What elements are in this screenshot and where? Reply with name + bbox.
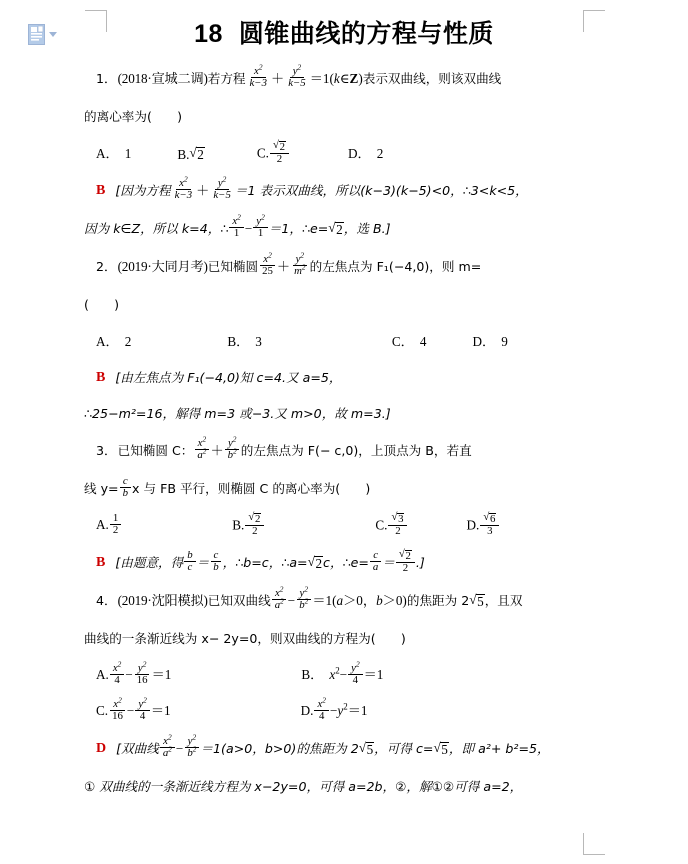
question-1-option-d-label: D．: [347, 146, 371, 162]
question-1-option-a-label: A．: [96, 146, 119, 162]
question-2-stem-line-1: 2． (2019·大同月考) 已知椭圆 $\frac{x^2}{25}$ ＋ $\frac{y^2}{m^2}$ 的左焦点为 F₁(−4,0)，则 m=: [96, 250, 482, 278]
question-2-solution-line-1: [96, 360, 596, 396]
question-3-options: [96, 508, 596, 544]
question-3-fraction-x: $\frac{x^2}{a^2}$: [194, 438, 209, 462]
question-2-stem-line-2: [84, 286, 596, 324]
question-3-option-c-label: C.: [375, 517, 388, 533]
question-4-stem-text-a: 已知双曲线: [207, 592, 271, 608]
question-3-solution-text-e: ＝: [382, 554, 395, 570]
document-body: [84, 60, 596, 806]
question-4-fraction-x: $\frac{x^2}{a^2}$: [272, 588, 287, 612]
question-1-stem-text-a: 若方程: [207, 70, 246, 86]
question-3-option-a[interactable]: A. $\frac{1}{2}$: [96, 514, 122, 538]
question-1-option-c-label: C.: [256, 145, 269, 161]
question-4-stem-text-c: 曲线的一条渐近线为 x− 2y=0，则双曲线的方程为( ): [84, 630, 406, 646]
question-4-solution-text-b: ＝1(a>0，b>0)的焦距为 2: [200, 740, 359, 756]
question-4-option-c-label: C.: [96, 703, 109, 719]
question-3-option-b[interactable]: B. √ $\frac{2}{2}$: [232, 514, 265, 539]
question-4-option-d[interactable]: D. $\frac{x^2}{4}$ $-y^2=1$: [300, 695, 368, 723]
question-2-option-c-label: C．: [391, 334, 414, 350]
question-3-solution-text-b: ＝: [196, 554, 210, 570]
crop-mark-bottom-right: [583, 833, 605, 855]
question-2-solution-line-2: [84, 396, 596, 432]
question-3-stem-text-d: x 与 FB 平行，则椭圆 C 的离心率为( ): [132, 480, 371, 496]
question-1-solution-text-d: ＝1，∴e=: [268, 220, 329, 236]
question-4-fraction-y: $\frac{y^2}{b^2}$: [296, 588, 311, 612]
question-1-options: [96, 136, 596, 172]
question-3-solution-line-1: B [由题意，得 $\frac{b}{c}$ ＝ $\frac{c}{b}$ ，∴b=c，∴a= √ 2 c，∴e= $\frac{c}{a}$ ＝ √ $\frac{2}{2}$ .]: [96, 544, 596, 582]
question-1-answer-letter: B: [96, 183, 106, 198]
question-1-solution-text-b: ＝1 表示双曲线，所以(k−3)(k−5)<0，∴3<k<5，: [234, 182, 528, 198]
question-2-number: 2．: [96, 258, 117, 274]
question-1-stem-text-b: 表示双曲线，: [362, 70, 439, 86]
question-3-answer-letter: B: [96, 555, 106, 570]
question-3-solution-text-d: c，∴e=: [323, 554, 369, 570]
question-4-solution-text-d: ，即 a²+ b²=5，: [448, 740, 550, 756]
question-3-stem-line-2: [84, 470, 596, 508]
question-2-solution-text-b: ∴25−m²=16，解得 m=3 或−3.又 m>0，故 m=3.]: [84, 405, 391, 421]
question-2-option-d[interactable]: D． 9: [472, 334, 508, 350]
question-1-number: 1．: [96, 70, 117, 86]
question-4-option-d-label: D.: [300, 703, 314, 719]
question-2-option-b[interactable]: B． 3: [227, 334, 262, 350]
question-2-stem-text-b: 的左焦点为 F₁(−4,0)，则 m=: [309, 258, 482, 274]
question-4-option-b[interactable]: B． $x^2-$ $\frac{y^2}{4}$ ＝1: [301, 659, 384, 687]
question-2-option-b-label: B．: [227, 334, 250, 350]
question-3-option-a-label: A.: [96, 517, 109, 533]
question-4-solution-line-2: [84, 768, 596, 806]
question-3-stem-text-a: 已知椭圆 C：: [117, 442, 194, 458]
question-4-solution-text-a: [双曲线: [116, 740, 159, 756]
question-4-option-b-label: B．: [301, 667, 324, 683]
question-1-stem-line-2: [84, 98, 596, 136]
question-3-option-d-label: D.: [466, 517, 480, 533]
question-1-solution-text-c: 因为 k∈Z，所以 k=4，∴: [84, 220, 229, 236]
question-1-solution-line-1: B [因为方程 $\frac{x^2}{k-3}$ ＋ $\frac{y^2}{k-5}$ ＝1 表示双曲线，所以(k−3)(k−5)<0，∴3<k<5，: [96, 174, 528, 202]
question-1-option-d[interactable]: D． 2: [347, 146, 384, 162]
question-4-solution-text-c: ，可得 c=: [374, 740, 434, 756]
question-2-option-d-label: D．: [472, 334, 496, 350]
question-4-option-c[interactable]: C. $\frac{x^2}{16}$ − $\frac{y^2}{4}$ ＝1: [96, 695, 171, 723]
question-4-answer-letter: D: [96, 741, 107, 756]
question-1-option-c[interactable]: C. √ $\frac{2}{2}$: [257, 142, 290, 167]
page-title-number: 18: [194, 20, 223, 48]
question-2-stem-text-a: 已知椭圆: [207, 258, 259, 274]
question-4-stem-text-b: 的焦距为 2: [406, 592, 470, 608]
page-title: [0, 14, 688, 50]
question-2-solution-text-a: [由左焦点为 F₁(−4,0)知 c=4.又 a=5，: [115, 369, 342, 385]
question-3-fraction-y: $\frac{y^2}{b^2}$: [225, 438, 240, 462]
question-2-fraction-y: $\frac{y^2}{m^2}$: [294, 250, 306, 278]
question-4-solution-text-e: ① 双曲线的一条渐近线方程为 x−2y=0，可得 a=2b，②，解①②可得 a=2，: [84, 778, 523, 794]
question-1-fraction-y: $\frac{y^2}{k-5}$: [288, 62, 306, 90]
question-3-solution-text-f: .]: [415, 554, 425, 570]
question-3-number: 3．: [96, 442, 117, 458]
question-2-fraction-x: $\frac{x^2}{25}$: [262, 250, 273, 278]
question-2-option-c[interactable]: C． 4: [391, 334, 427, 350]
question-4-options-row-2: [96, 694, 596, 730]
question-3-option-d[interactable]: D. √ $\frac{6}{3}$: [466, 514, 500, 539]
question-3-fraction-cb: $\frac{c}{b}$: [120, 476, 131, 500]
question-3-stem-text-c: 线 y=: [84, 480, 119, 496]
question-2-option-a[interactable]: A． 2: [96, 334, 132, 350]
question-2-stem-text-c: ( ): [84, 296, 120, 312]
question-1-solution-text-a: [因为方程: [115, 182, 171, 198]
question-2-option-a-label: A．: [96, 334, 119, 350]
question-2-options: [96, 324, 596, 360]
question-1-solution-line-2: 因为 k∈Z，所以 k=4，∴ $\frac{x^2}{1}$ − $\frac{y^2}{1}$ ＝1，∴e= √ 2 ，选 B.]: [84, 210, 596, 248]
page-title-text: 圆锥曲线的方程与性质: [238, 20, 494, 48]
question-3-solution-text-c: ，∴b=c，∴a=: [222, 554, 308, 570]
question-1-stem-text-c: 则该双曲线: [438, 70, 502, 86]
question-1-stem-line-1: 1． (2018·宣城二调) 若方程 $\frac{x^2}{k-3}$ ＋ $\frac{y^2}{k-5}$ ＝1(k∈Z) 表示双曲线， 则该双曲线: [96, 62, 502, 90]
question-1-option-b-label: B.: [177, 146, 190, 162]
question-4-option-a-label: A.: [96, 667, 109, 683]
question-1-option-a[interactable]: A． 1: [96, 146, 132, 162]
question-1-solution-text-e: ，选 B.]: [343, 220, 391, 236]
question-1-option-b[interactable]: B. √ 2: [177, 147, 205, 161]
question-4-stem-line-1: 4． (2019·沈阳模拟) 已知双曲线 $\frac{x^2}{a^2}$ − $\frac{y^2}{b^2}$ ＝1(a＞0，b＞0) 的焦距为 2 √ 5 ，且双: [96, 582, 596, 620]
question-4-options-row-1: [96, 658, 596, 694]
question-4-option-a[interactable]: A. $\frac{x^2}{4}$ − $\frac{y^2}{16}$ ＝1: [96, 659, 172, 687]
question-1-stem-text-d: 的离心率为( ): [84, 108, 182, 124]
question-4-number: 4．: [96, 592, 117, 608]
question-1-fraction-x: $\frac{x^2}{k-3}$: [249, 62, 268, 90]
question-3-solution-text-a: [由题意，得: [115, 554, 184, 570]
question-4-stem-line-2: [84, 620, 596, 658]
question-3-option-c[interactable]: C. √ $\frac{3}{2}$: [375, 514, 408, 539]
question-2-source: (2019·大同月考): [117, 259, 208, 275]
question-4-solution-line-1: D [双曲线 $\frac{x^2}{a^2}$ − $\frac{y^2}{b^2}$ ＝1(a>0，b>0)的焦距为 2 √ 5 ，可得 c= √ 5 ，即 a²+ b²=5，: [96, 730, 596, 768]
question-1-source: (2018·宣城二调): [117, 71, 208, 87]
question-2-answer-letter: B: [96, 370, 106, 385]
question-4-source: (2019·沈阳模拟): [117, 593, 208, 609]
question-3-option-b-label: B.: [232, 517, 245, 533]
question-3-stem-text-b: 的左焦点为 F(− c,0)，上顶点为 B，若直: [240, 442, 472, 458]
question-3-stem-line-1: 3． 已知椭圆 C： $\frac{x^2}{a^2}$ ＋ $\frac{y^2}{b^2}$ 的左焦点为 F(− c,0)，上顶点为 B，若直: [96, 434, 472, 462]
